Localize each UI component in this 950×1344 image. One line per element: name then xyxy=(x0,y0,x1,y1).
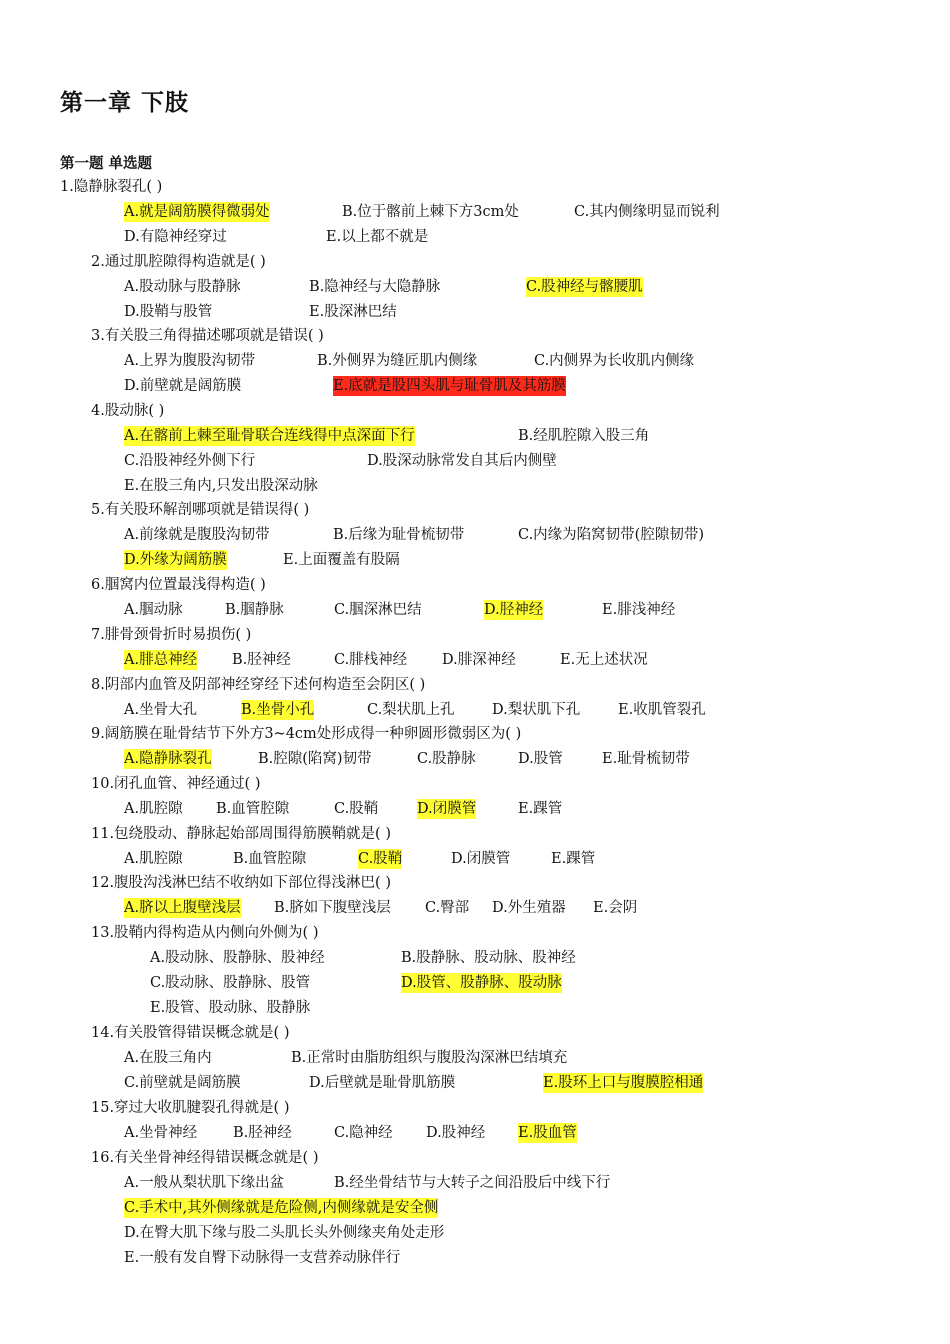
question-stem: 3.有关股三角得描述哪项就是错误( ) xyxy=(91,328,324,344)
option-7-E: E.收肌管裂孔 xyxy=(618,702,706,718)
option-0-D: D.有隐神经穿过 xyxy=(124,229,227,245)
option-6-E: E.无上述状况 xyxy=(560,652,648,668)
option-14-A: A.坐骨神经 xyxy=(124,1125,198,1141)
option-2-C: C.内侧界为长收肌内侧缘 xyxy=(534,353,695,369)
option-2-A: A.上界为腹股沟韧带 xyxy=(124,353,256,369)
option-10-D: D.闭膜管 xyxy=(451,851,511,867)
option-14-E-highlighted-answer: E.股血管 xyxy=(518,1125,577,1141)
option-9-B: B.血管腔隙 xyxy=(216,801,290,817)
question-stem: 8.阴部内血管及阴部神经穿经下述何构造至会阴区( ) xyxy=(91,677,426,693)
option-13-E-highlighted-answer: E.股环上口与腹膜腔相通 xyxy=(543,1075,704,1091)
option-1-B: B.隐神经与大隐静脉 xyxy=(309,279,441,295)
option-1-A: A.股动脉与股静脉 xyxy=(124,279,241,295)
option-7-B-highlighted-answer: B.坐骨小孔 xyxy=(241,702,315,718)
option-8-A-highlighted-answer: A.隐静脉裂孔 xyxy=(124,751,212,767)
option-10-A: A.肌腔隙 xyxy=(124,851,183,867)
option-6-A-highlighted-answer: A.腓总神经 xyxy=(124,652,198,668)
option-9-C: C.股鞘 xyxy=(334,801,379,817)
option-14-B: B.胫神经 xyxy=(233,1125,292,1141)
option-12-B: B.股静脉、股动脉、股神经 xyxy=(401,950,576,966)
option-14-C: C.隐神经 xyxy=(334,1125,393,1141)
option-8-C: C.股静脉 xyxy=(417,751,476,767)
option-0-C: C.其内侧缘明显而锐利 xyxy=(574,204,720,220)
option-13-A: A.在股三角内 xyxy=(124,1050,212,1066)
option-14-D: D.股神经 xyxy=(426,1125,486,1141)
option-3-D: D.股深动脉常发自其后内侧壁 xyxy=(367,453,557,469)
option-7-D: D.梨状肌下孔 xyxy=(492,702,581,718)
option-12-E: E.股管、股动脉、股静脉 xyxy=(150,1000,311,1016)
option-5-D-highlighted-answer: D.胫神经 xyxy=(484,602,544,618)
option-6-B: B.胫神经 xyxy=(232,652,291,668)
option-15-C-highlighted-answer: C.手术中,其外侧缘就是危险侧,内侧缘就是安全侧 xyxy=(124,1200,439,1216)
option-0-E: E.以上都不就是 xyxy=(326,229,429,245)
option-6-D: D.腓深神经 xyxy=(442,652,516,668)
question-stem: 2.通过肌腔隙得构造就是( ) xyxy=(91,254,266,270)
option-12-A: A.股动脉、股静脉、股神经 xyxy=(150,950,325,966)
question-stem: 11.包绕股动、静脉起始部周围得筋膜鞘就是( ) xyxy=(91,826,391,842)
option-2-D: D.前壁就是阔筋膜 xyxy=(124,378,242,394)
option-7-A: A.坐骨大孔 xyxy=(124,702,198,718)
option-11-E: E.会阴 xyxy=(593,900,638,916)
option-11-C: C.臀部 xyxy=(425,900,470,916)
option-2-B: B.外侧界为缝匠肌内侧缘 xyxy=(317,353,478,369)
option-5-A: A.腘动脉 xyxy=(124,602,183,618)
option-13-B: B.正常时由脂肪组织与腹股沟深淋巴结填充 xyxy=(291,1050,568,1066)
question-stem: 14.有关股管得错误概念就是( ) xyxy=(91,1025,290,1041)
question-stem: 12.腹股沟浅淋巴结不收纳如下部位得浅淋巴( ) xyxy=(91,875,391,891)
question-stem: 6.腘窝内位置最浅得构造( ) xyxy=(91,577,266,593)
option-15-A: A.一般从梨状肌下缘出盆 xyxy=(124,1175,285,1191)
chapter-title: 第一章 下肢 xyxy=(60,90,190,116)
question-stem: 9.阔筋膜在耻骨结节下外方3~4cm处形成得一种卵圆形微弱区为( ) xyxy=(91,726,522,742)
option-8-B: B.腔隙(陷窝)韧带 xyxy=(258,751,372,767)
option-13-C: C.前壁就是阔筋膜 xyxy=(124,1075,241,1091)
option-11-D: D.外生殖器 xyxy=(492,900,566,916)
option-0-A-highlighted-answer: A.就是阔筋膜得微弱处 xyxy=(124,204,270,220)
option-7-C: C.梨状肌上孔 xyxy=(367,702,455,718)
option-2-E-highlighted-answer: E.底就是股四头肌与耻骨肌及其筋膜 xyxy=(333,378,566,394)
option-15-E: E.一般有发自臀下动脉得一支营养动脉伴行 xyxy=(124,1250,401,1266)
option-1-C-highlighted-answer: C.股神经与髂腰肌 xyxy=(526,279,643,295)
option-5-C: C.腘深淋巴结 xyxy=(334,602,422,618)
option-1-D: D.股鞘与股管 xyxy=(124,304,213,320)
question-stem: 16.有关坐骨神经得错误概念就是( ) xyxy=(91,1150,319,1166)
option-8-E: E.耻骨梳韧带 xyxy=(602,751,690,767)
option-0-B: B.位于髂前上棘下方3cm处 xyxy=(342,204,519,220)
question-stem: 7.腓骨颈骨折时易损伤( ) xyxy=(91,627,252,643)
option-11-A-highlighted-answer: A.脐以上腹壁浅层 xyxy=(124,900,241,916)
option-6-C: C.腓栈神经 xyxy=(334,652,408,668)
option-4-C: C.内缘为陷窝韧带(腔隙韧带) xyxy=(518,527,704,543)
option-15-B: B.经坐骨结节与大转子之间沿股后中线下行 xyxy=(334,1175,611,1191)
option-5-E: E.腓浅神经 xyxy=(602,602,676,618)
option-10-C-highlighted-answer: C.股鞘 xyxy=(358,851,403,867)
option-4-D-highlighted-answer: D.外缘为阔筋膜 xyxy=(124,552,227,568)
option-3-A-highlighted-answer: A.在髂前上棘至耻骨联合连线得中点深面下行 xyxy=(124,428,415,444)
option-5-B: B.腘静脉 xyxy=(225,602,284,618)
option-11-B: B.脐如下腹壁浅层 xyxy=(274,900,391,916)
option-8-D: D.股管 xyxy=(518,751,563,767)
option-10-B: B.血管腔隙 xyxy=(233,851,307,867)
option-9-D-highlighted-answer: D.闭膜管 xyxy=(417,801,477,817)
option-3-C: C.沿股神经外侧下行 xyxy=(124,453,256,469)
question-stem: 10.闭孔血管、神经通过( ) xyxy=(91,776,261,792)
option-3-B: B.经肌腔隙入股三角 xyxy=(518,428,650,444)
question-stem: 1.隐静脉裂孔( ) xyxy=(60,179,163,195)
option-4-A: A.前缘就是腹股沟韧带 xyxy=(124,527,270,543)
option-4-B: B.后缘为耻骨梳韧带 xyxy=(333,527,465,543)
option-1-E: E.股深淋巴结 xyxy=(309,304,397,320)
question-stem: 13.股鞘内得构造从内侧向外侧为( ) xyxy=(91,925,319,941)
question-stem: 15.穿过大收肌腱裂孔得就是( ) xyxy=(91,1100,290,1116)
section-title: 第一题 单选题 xyxy=(60,156,153,172)
option-9-E: E.踝管 xyxy=(518,801,563,817)
option-4-E: E.上面覆盖有股隔 xyxy=(283,552,400,568)
question-stem: 5.有关股环解剖哪项就是错误得( ) xyxy=(91,502,310,518)
option-12-D-highlighted-answer: D.股管、股静脉、股动脉 xyxy=(401,975,562,991)
option-10-E: E.踝管 xyxy=(551,851,596,867)
option-15-D: D.在臀大肌下缘与股二头肌长头外侧缘夹角处走形 xyxy=(124,1225,445,1241)
question-stem: 4.股动脉( ) xyxy=(91,403,165,419)
option-12-C: C.股动脉、股静脉、股管 xyxy=(150,975,311,991)
option-9-A: A.肌腔隙 xyxy=(124,801,183,817)
option-3-E: E.在股三角内,只发出股深动脉 xyxy=(124,478,318,494)
option-13-D: D.后壁就是耻骨肌筋膜 xyxy=(309,1075,456,1091)
